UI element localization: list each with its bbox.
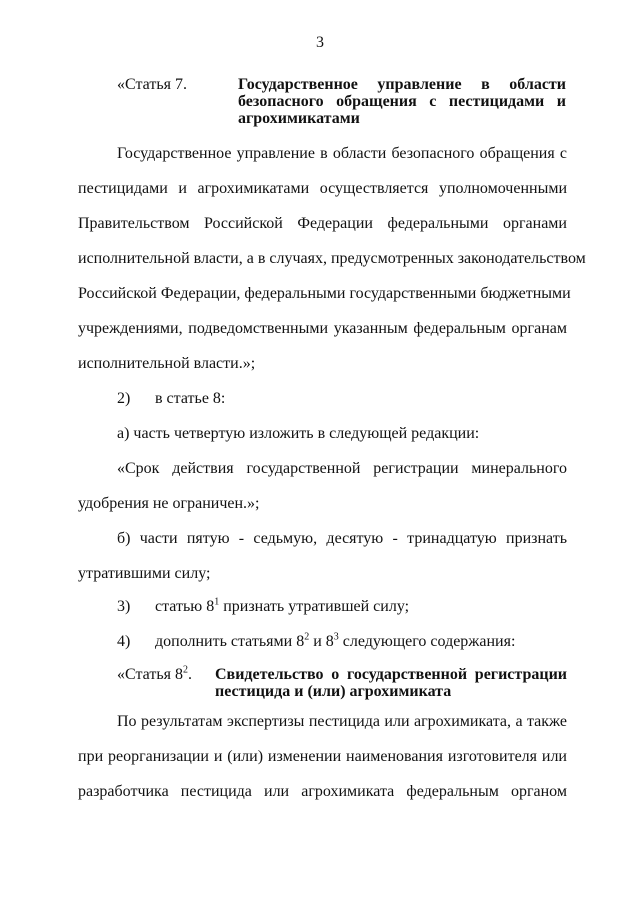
paragraph-2-line: По результатам экспертизы пестицида или агрохимиката, а также <box>117 713 567 730</box>
paragraph-2-line: при реорганизации и (или) изменении наименования изготовителя или <box>78 748 567 765</box>
article-7-heading <box>0 76 640 130</box>
article-7-title-line: Государственное управление в области <box>238 76 566 93</box>
item-3-text-end: признать утратившей силу; <box>219 598 410 615</box>
article-8-2-title-line: Свидетельство о государственной регистрации <box>215 666 567 683</box>
article-8-2-title <box>215 666 567 700</box>
item-2b-line: б) части пятую - седьмую, десятую - тринадцатую признать <box>117 530 567 547</box>
article-8-2-label-superscript: 2 <box>182 664 188 676</box>
article-8-2-label-end: . <box>187 666 192 683</box>
item-3-number: 3) <box>117 598 131 615</box>
article-8-2-label-text: «Статья 8 <box>117 666 183 683</box>
item-2b-line: утратившими силу; <box>78 565 211 582</box>
article-7-title-line: безопасного обращения с пестицидами и <box>238 93 566 110</box>
item-2-text: в статье 8: <box>155 390 226 407</box>
paragraph-1-line: Правительством Российской Федерации федеральными органами <box>78 215 567 232</box>
page-number: 3 <box>316 34 324 51</box>
item-4-superscript: 2 <box>304 631 310 643</box>
item-4-superscript: 3 <box>333 631 339 643</box>
article-7-title <box>238 76 566 127</box>
paragraph-1-line: учреждениями, подведомственными указанным федеральным органам <box>78 320 567 337</box>
item-3-superscript: 1 <box>214 596 220 608</box>
article-8-2-label <box>117 666 192 683</box>
paragraph-1-line: исполнительной власти, а в случаях, предусмотренных законодательством <box>78 250 586 267</box>
paragraph-1-line: Государственное управление в области безопасного обращения с <box>117 145 567 162</box>
item-4-text: дополнить статьями 8 <box>155 633 305 650</box>
item-3-text: статью 8 <box>155 598 215 615</box>
paragraph-1-line: Российской Федерации, федеральными государственными бюджетными <box>78 285 571 302</box>
article-8-2-heading <box>0 666 640 702</box>
quote-line: удобрения не ограничен.»; <box>78 495 260 512</box>
item-2a: а) часть четвертую изложить в следующей редакции: <box>117 425 480 442</box>
item-2 <box>117 390 567 408</box>
paragraph-2-line: разработчика пестицида или агрохимиката федеральным органом <box>78 783 567 800</box>
item-4-text: и 8 <box>309 633 334 650</box>
item-4 <box>117 633 567 651</box>
item-4-number: 4) <box>117 633 131 650</box>
article-8-2-title-line: пестицида и (или) агрохимиката <box>215 683 452 700</box>
item-4-text-end: следующего содержания: <box>338 633 516 650</box>
article-7-label: «Статья 7. <box>117 76 187 93</box>
paragraph-1-line: исполнительной власти.»; <box>78 355 256 372</box>
item-2-number: 2) <box>117 390 131 407</box>
quote-line: «Срок действия государственной регистрации минерального <box>117 460 567 477</box>
paragraph-1-line: пестицидами и агрохимикатами осуществляется уполномоченными <box>78 180 567 197</box>
article-7-title-line: агрохимикатами <box>238 110 360 127</box>
item-3 <box>117 598 567 616</box>
